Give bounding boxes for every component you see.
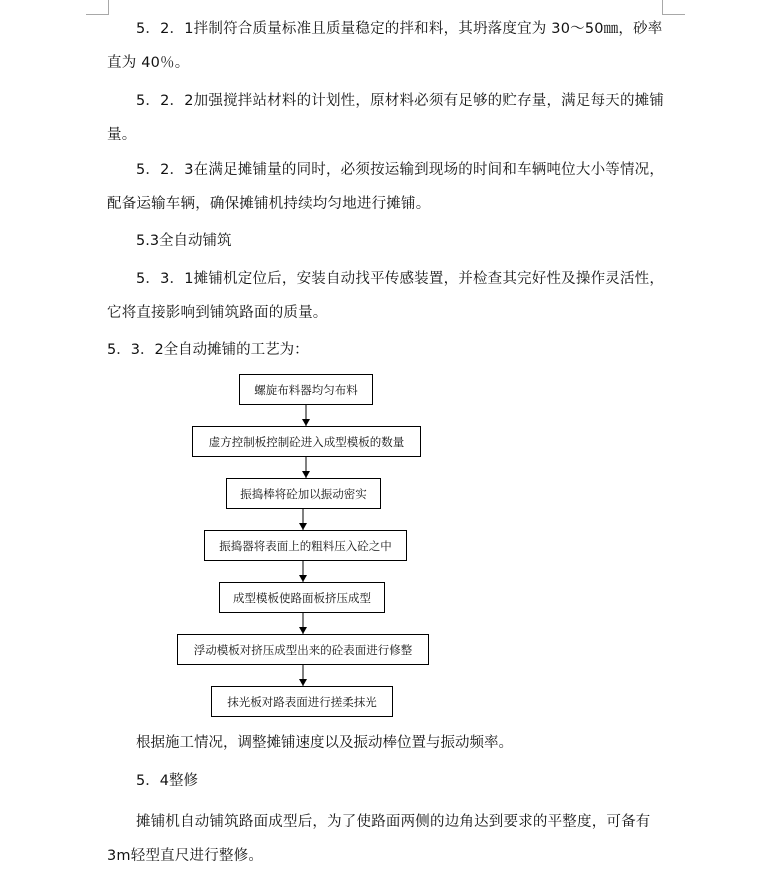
paragraph-5-3-2: 5．3．2全自动摊铺的工艺为： (107, 342, 309, 358)
paragraph-5-2-1: 5．2．1拌制符合质量标准且质量稳定的拌和料，其坍落度宜为 30～50㎜，砂率直为 40％。 (107, 21, 663, 71)
flow-step-7: 抹光板对路表面进行搓柔抹光 (211, 686, 393, 717)
section-heading-5-4: 5．4整修 (136, 773, 198, 789)
flow-step-6: 浮动模板对挤压成型出来的砼表面进行修整 (177, 634, 429, 665)
paragraph-5-2-3: 5．2．3在满足摊铺量的同时，必须按运输到现场的时间和车辆吨位大小等情况，配备运输车辆，确保摊铺机持续均匀地进行摊铺。 (107, 162, 665, 212)
flow-arrowhead-2 (302, 471, 310, 478)
paragraph-5-2-2: 5．2．2加强搅拌站材料的计划性，原材料必须有足够的贮存量，满足每天的摊铺量。 (107, 93, 665, 143)
flow-step-4: 振捣器将表面上的粗料压入砼之中 (204, 530, 407, 561)
flow-arrowhead-5 (299, 627, 307, 634)
flow-arrowhead-6 (299, 679, 307, 686)
paragraph-after-flowchart: 根据施工情况，调整摊铺速度以及振动棒位置与振动频率。 (136, 735, 513, 751)
paragraph-5-3-1: 5．3．1摊铺机定位后，安装自动找平传感装置，并检查其完好性及操作灵活性，它将直接影响到铺筑路面的质量。 (107, 271, 665, 321)
flow-step-5: 成型模板使路面板挤压成型 (219, 582, 385, 613)
section-heading-5-3: 5.3全自动铺筑 (136, 233, 232, 249)
paragraph-5-4: 摊铺机自动铺筑路面成型后，为了使路面两侧的边角达到要求的平整度，可备有 3m轻型直尺进行整修。 (107, 814, 656, 864)
flow-step-2: 虚方控制板控制砼进入成型模板的数量 (192, 426, 421, 457)
flow-arrowhead-1 (302, 419, 310, 426)
flow-step-3: 振捣棒将砼加以振动密实 (226, 478, 381, 509)
flow-step-1: 螺旋布料器均匀布料 (239, 374, 373, 405)
flow-arrowhead-3 (299, 523, 307, 530)
flow-arrowhead-4 (299, 575, 307, 582)
